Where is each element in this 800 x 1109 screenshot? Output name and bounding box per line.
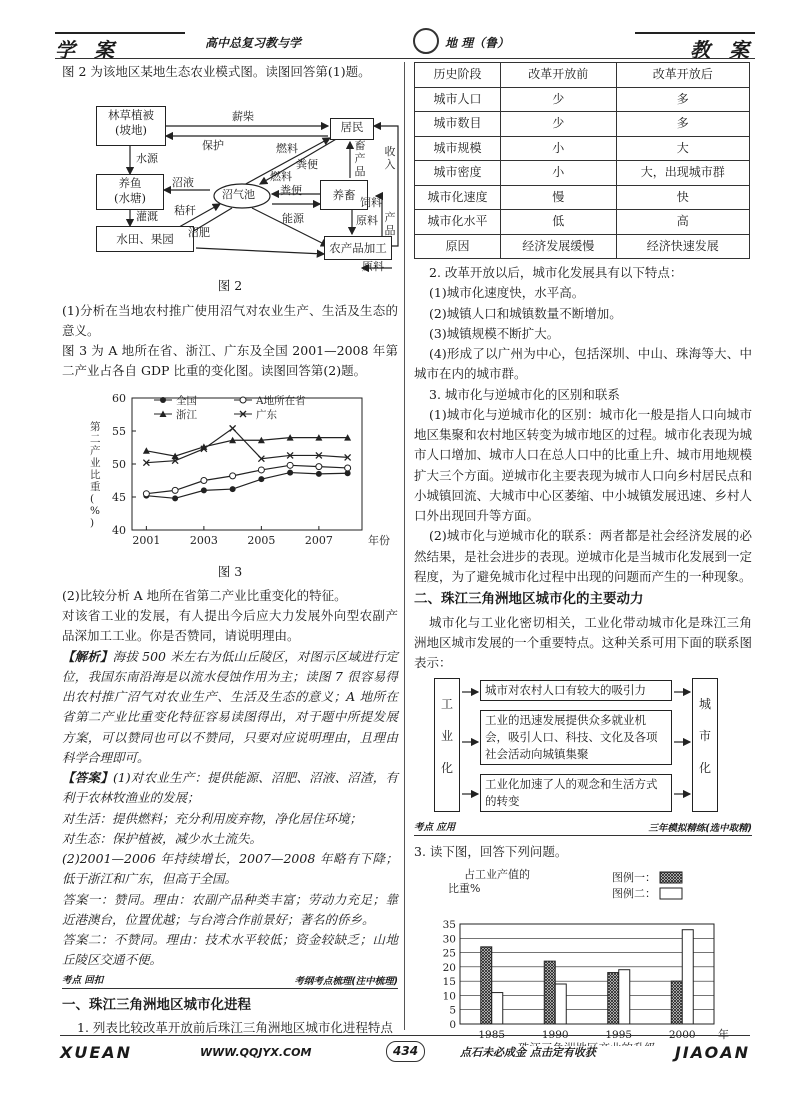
column-divider xyxy=(404,62,405,1030)
label-manure2: 粪便 xyxy=(280,184,302,198)
bar-legend xyxy=(612,870,682,900)
table-header-cell: 历史阶段 xyxy=(415,63,501,88)
label-raw2: 原料 xyxy=(362,260,384,274)
footer-divider xyxy=(60,1035,750,1036)
label-income: 收入 xyxy=(384,145,396,171)
point xyxy=(230,486,236,492)
y-axis-label-char: ( xyxy=(90,492,95,505)
table-cell: 城市化速度 xyxy=(415,185,501,210)
bar-1 xyxy=(682,930,693,1024)
footer-slogan: 点石未必成金 点击定有收获 xyxy=(460,1046,596,1059)
answer-tag: 【答案】 xyxy=(62,770,113,785)
page-footer xyxy=(60,1040,750,1062)
table-cell: 经济发展缓慢 xyxy=(501,234,617,259)
point xyxy=(201,487,207,493)
section-2-text: 城市化与工业化密切相关，工业化带动城市化是珠江三角洲地区城市发展的一个重要特点。这种关系可用下面的联系图表示： xyxy=(414,614,752,671)
y-axis-label-char: 比 xyxy=(90,468,101,481)
label-slurry: 沼液 xyxy=(172,176,194,190)
point xyxy=(230,472,236,478)
application-bar-label: 考点 应用 xyxy=(414,821,456,833)
footer-left: XUEAN xyxy=(60,1043,133,1062)
flow-box-2: 工业的迅速发展提供众多就业机会，吸引人口、科技、文化及各项社会活动向城镇集聚 xyxy=(480,710,672,766)
table-header-cell: 改革开放后 xyxy=(616,63,750,88)
legend-label: 图例二： xyxy=(612,886,656,900)
box-fish-label: 养鱼 (水塘) xyxy=(114,176,146,206)
x-tick-label: 2007 xyxy=(304,533,333,547)
answer-4: (2)2001—2006 年持续增长，2007—2008 年略有下降；低于浙江和广东，但高于全国。 xyxy=(62,851,398,887)
legend-label: 广东 xyxy=(256,408,277,421)
intro-figure2: 图 2 为该地区某地生态农业模式图。读图回答第(1)题。 xyxy=(62,64,371,79)
box-orchard-label: 水田、果园 xyxy=(116,232,174,247)
legend-swatch xyxy=(660,888,682,899)
review-bar xyxy=(62,975,398,989)
y-axis-label-char: % xyxy=(90,504,100,517)
table-row xyxy=(415,87,750,112)
intro-figure3: 图 3 为 A 地所在省、浙江、广东及全国 2001—2008 年第二产业占各自 GDP 比重的变化图。读图回答第(2)题。 xyxy=(62,343,398,379)
table-cell: 大，出现城市群 xyxy=(616,161,750,186)
table-row xyxy=(415,210,750,235)
y-axis-label-char: 产 xyxy=(90,444,101,457)
application-bar-sub: 三年模拟精练(选中取精) xyxy=(648,822,752,834)
ecology-diagram xyxy=(92,86,402,272)
answer-paragraph xyxy=(62,768,398,809)
label-straw: 秸秆 xyxy=(174,204,196,218)
x-tick-label: 2001 xyxy=(132,533,161,547)
box-forest-label: 林草植被 (坡地) xyxy=(108,108,154,138)
urb-char-2: 市 xyxy=(698,729,711,743)
header-book-title: 高中总复习教与学 xyxy=(205,36,302,50)
x-axis-label: 年 xyxy=(718,1027,729,1041)
header-left-title: 学 案 xyxy=(55,32,185,54)
x-axis-label: 年份 xyxy=(368,533,390,547)
table-cell: 多 xyxy=(616,87,750,112)
y-tick-label: 25 xyxy=(442,947,456,960)
question-3: 3. 读下图，回答下列问题。 xyxy=(414,843,568,859)
point xyxy=(160,397,166,403)
question-2b: 对该省工业的发展，有人提出今后应大力发展外向型农副产品深加工工业。你是否赞同，请说明理由。 xyxy=(62,608,398,644)
analysis-text: 海拔 500 米左右为低山丘陵区，对图示区域进行定位，我国东南沿海是以流水侵蚀作用为主；读图 7 很容易得出农村推广沼气对农业生产、生活及生态的意义；A 地所在省第二产业比重变化特征容易读图得出，对于题中所提发展方案，可以赞同也可以不赞同，只要对应说明理由，且理由科学合理即可。 xyxy=(62,648,398,765)
table-row xyxy=(415,185,750,210)
table-cell: 高 xyxy=(616,210,750,235)
y-tick-label: 40 xyxy=(112,523,126,537)
y-axis-label: 占工业产值的 xyxy=(464,867,530,881)
bar-0 xyxy=(608,972,619,1023)
application-bar xyxy=(414,822,752,836)
table-row xyxy=(415,234,750,259)
para-2: 2. 改革开放以后，城市化发展具有以下特点： xyxy=(429,265,683,280)
point xyxy=(316,463,322,469)
chart3-frame xyxy=(132,398,362,530)
x-tick-label: 1990 xyxy=(541,1028,569,1041)
point xyxy=(258,476,264,482)
y-tick-label: 45 xyxy=(112,490,126,504)
right-column xyxy=(414,62,752,1046)
page-header xyxy=(55,28,755,62)
table-header-row xyxy=(415,63,750,88)
y-tick-label: 35 xyxy=(442,918,456,931)
y-axis-label-char: 二 xyxy=(90,432,101,445)
bar-1 xyxy=(492,992,503,1023)
point xyxy=(345,464,351,470)
y-tick-label: 10 xyxy=(442,990,456,1003)
table-cell: 少 xyxy=(501,112,617,137)
box-resident xyxy=(330,118,374,140)
series-0 xyxy=(143,469,350,501)
legend-swatch xyxy=(660,872,682,883)
table-cell: 小 xyxy=(501,136,617,161)
analysis-tag: 【解析】 xyxy=(62,648,113,664)
point xyxy=(143,490,149,496)
urbanization-table xyxy=(414,62,750,259)
biogas-label: 沼气池 xyxy=(222,188,255,202)
y-tick-label: 30 xyxy=(442,933,456,946)
industrialization-label xyxy=(434,678,460,812)
left-column xyxy=(62,62,398,1039)
y-axis-label-2: 比重% xyxy=(448,881,481,895)
line-chart-svg xyxy=(82,388,392,558)
label-energy: 能源 xyxy=(282,212,304,226)
y-axis-label-char: 第 xyxy=(90,420,101,433)
para-2b: (2)城镇人口和城镇数量不断增加。 xyxy=(429,305,622,321)
figure3-caption: 图 3 xyxy=(217,563,243,579)
label-protect: 保护 xyxy=(202,139,224,153)
section-1-title: 一、珠江三角洲地区城市化进程 xyxy=(62,996,251,1013)
bar-1 xyxy=(619,970,630,1024)
bar-0 xyxy=(481,947,492,1024)
label-fuel: 燃料 xyxy=(276,142,298,156)
table-cell: 慢 xyxy=(501,185,617,210)
y-tick-label: 5 xyxy=(449,1004,456,1017)
page-number: 434 xyxy=(386,1041,425,1062)
industry-upgrade-chart xyxy=(414,866,734,1046)
table-cell: 大 xyxy=(616,136,750,161)
point xyxy=(287,469,293,475)
urb-char-1: 城 xyxy=(698,696,711,711)
table-cell: 城市规模 xyxy=(415,136,501,161)
para-2a: (1)城市化速度快，水平高。 xyxy=(429,285,585,301)
header-divider xyxy=(55,58,755,59)
table-cell: 城市化水平 xyxy=(415,210,501,235)
point xyxy=(172,495,178,501)
table-cell: 少 xyxy=(501,87,617,112)
question-1: (1)分析在当地农村推广使用沼气对农业生产、生活及生态的意义。 xyxy=(62,302,398,338)
table-cell: 小 xyxy=(501,161,617,186)
point xyxy=(240,397,246,403)
point xyxy=(230,425,236,431)
y-axis-label-char: 业 xyxy=(90,456,101,469)
legend-label: 图例一： xyxy=(612,870,656,884)
urbanization-label xyxy=(692,678,718,812)
table-header-cell: 改革开放前 xyxy=(501,63,617,88)
box-orchard xyxy=(96,226,194,252)
answer-1: (1)对农业生产：提供能源、沼肥、沼液、沼渣，有利于农林牧渔业的发展； xyxy=(62,770,398,806)
bar-chart-svg xyxy=(414,866,734,1046)
figure2-caption: 图 2 xyxy=(217,278,243,294)
question-2: (2)比较分析 A 地所在省第二产业比重变化的特征。 xyxy=(62,587,347,603)
industrialization-flow xyxy=(434,678,744,818)
para-3b: (2)城市化与逆城市化的联系：两者都是社会经济发展的必然结果，是社会进步的表现。逆城市化是当城市化发展到一定程度，为了避免城市化过程中出现的问题而产生的一种现象。 xyxy=(414,528,752,584)
box-resident-label: 居民 xyxy=(340,120,364,135)
label-fuel2: 燃料 xyxy=(270,170,292,184)
y-tick-label: 60 xyxy=(112,391,126,405)
point xyxy=(316,470,322,476)
label-product: 产品 xyxy=(384,211,396,237)
para-3a: (1)城市化与逆城市化的区别：城市化一般是指人口向城市地区集聚和农村地区转变为城市地区的过程。城市化表现为城市人口增加、城市人口在总人口中的比重上升、城市用地规模扩大三个方面。逆城市化主要表现为城市人口向乡村居民点和小城镇回流、大城市中心区萎缩、中小城镇发展迅速、乡村人口外出现回升等方面。 xyxy=(414,406,752,523)
point xyxy=(287,462,293,468)
bar-1 xyxy=(555,984,566,1024)
label-firewood: 薪柴 xyxy=(232,110,254,124)
section-2-title: 二、珠江三角洲地区城市化的主要动力 xyxy=(414,591,644,607)
x-tick-label: 1985 xyxy=(478,1028,506,1041)
box-processing xyxy=(324,236,392,260)
ind-char-1: 工 xyxy=(440,696,453,711)
point xyxy=(201,477,207,483)
x-tick-label: 2000 xyxy=(668,1028,696,1041)
footer-url[interactable]: WWW.QQJYX.COM xyxy=(200,1046,312,1059)
x-tick-label: 2003 xyxy=(189,533,218,547)
review-bar-sub: 考纲考点梳理(注中梳理) xyxy=(294,975,398,987)
header-subject: 地 理（鲁） xyxy=(445,36,510,50)
box-processing-label: 农产品加工 xyxy=(329,241,387,256)
y-axis-label-char: 重 xyxy=(90,480,101,493)
y-tick-label: 0 xyxy=(449,1018,456,1031)
footer-right: JIAOAN xyxy=(674,1043,750,1062)
answer-2: 对生活：提供燃料；充分利用废弃物，净化居住环境； xyxy=(62,810,363,826)
table-cell: 城市人口 xyxy=(415,87,501,112)
point xyxy=(172,487,178,493)
y-tick-label: 55 xyxy=(112,424,126,438)
box-forest xyxy=(96,106,166,146)
flow-box-1: 城市对农村人口有较大的吸引力 xyxy=(480,680,672,701)
section-1-text: 1. 列表比较改革开放前后珠江三角洲地区城市化进程特点 xyxy=(77,1020,393,1036)
y-axis-label-char: ) xyxy=(90,516,95,529)
table-row xyxy=(415,161,750,186)
label-feed: 饲料 xyxy=(360,196,382,210)
point xyxy=(143,447,150,454)
table-cell: 快 xyxy=(616,185,750,210)
box-fish xyxy=(96,174,164,210)
label-animal-product: 畜产品 xyxy=(354,139,366,178)
bar-0 xyxy=(671,981,682,1024)
para-2c: (3)城镇规模不断扩大。 xyxy=(429,325,560,341)
table-cell: 城市数目 xyxy=(415,112,501,137)
analysis-paragraph xyxy=(62,647,398,769)
header-right-title: 教 案 xyxy=(635,32,755,54)
table-row xyxy=(415,112,750,137)
y-tick-label: 50 xyxy=(112,457,126,471)
legend-label: A地所在省 xyxy=(256,394,306,407)
series-1 xyxy=(143,462,350,496)
answer-3: 对生态：保护植被，减少水土流失。 xyxy=(62,830,263,846)
flow-box-3: 工业化加速了人的观念和生活方式的转变 xyxy=(480,774,672,813)
box-livestock-label: 养畜 xyxy=(332,188,356,203)
review-bar-label: 考点 回扣 xyxy=(62,974,104,986)
para-3: 3. 城市化与逆城市化的区别和联系 xyxy=(429,386,620,402)
y-tick-label: 15 xyxy=(442,976,456,989)
ind-char-3: 化 xyxy=(440,761,453,776)
emblem-icon xyxy=(413,28,439,54)
para-2d: (4)形成了以广州为中心，包括深圳、中山、珠海等大、中城市在内的城市群。 xyxy=(414,346,752,382)
table-cell: 多 xyxy=(616,112,750,137)
label-raw1: 原料 xyxy=(356,214,378,228)
table-cell: 经济快速发展 xyxy=(616,234,750,259)
table-cell: 原因 xyxy=(415,234,501,259)
label-irrigate: 灌溉 xyxy=(136,210,158,224)
bar-0 xyxy=(544,961,555,1024)
ind-char-2: 业 xyxy=(440,729,453,743)
table-row xyxy=(415,136,750,161)
answer-5: 答案一：赞同。理由：农副产品种类丰富；劳动力充足；靠近港澳台，位置优越；与台湾合作前景好；著名的侨乡。 xyxy=(62,891,398,927)
table-cell: 低 xyxy=(501,210,617,235)
label-fertilizer: 沼肥 xyxy=(188,226,210,240)
legend-label: 浙江 xyxy=(176,408,197,421)
answer-6: 答案二：不赞同。理由：技术水平较低；资金较缺乏；山地丘陵区交通不便。 xyxy=(62,932,398,968)
y-tick-label: 20 xyxy=(442,961,456,974)
table-cell: 城市密度 xyxy=(415,161,501,186)
label-water: 水源 xyxy=(136,152,158,166)
series-3 xyxy=(143,425,350,465)
label-manure1: 粪便 xyxy=(296,158,318,172)
x-tick-label: 2005 xyxy=(247,533,276,547)
point xyxy=(258,466,264,472)
urb-char-3: 化 xyxy=(698,761,711,776)
legend-label: 全国 xyxy=(176,394,197,407)
industry-share-chart xyxy=(82,388,392,558)
x-tick-label: 1995 xyxy=(605,1028,633,1041)
